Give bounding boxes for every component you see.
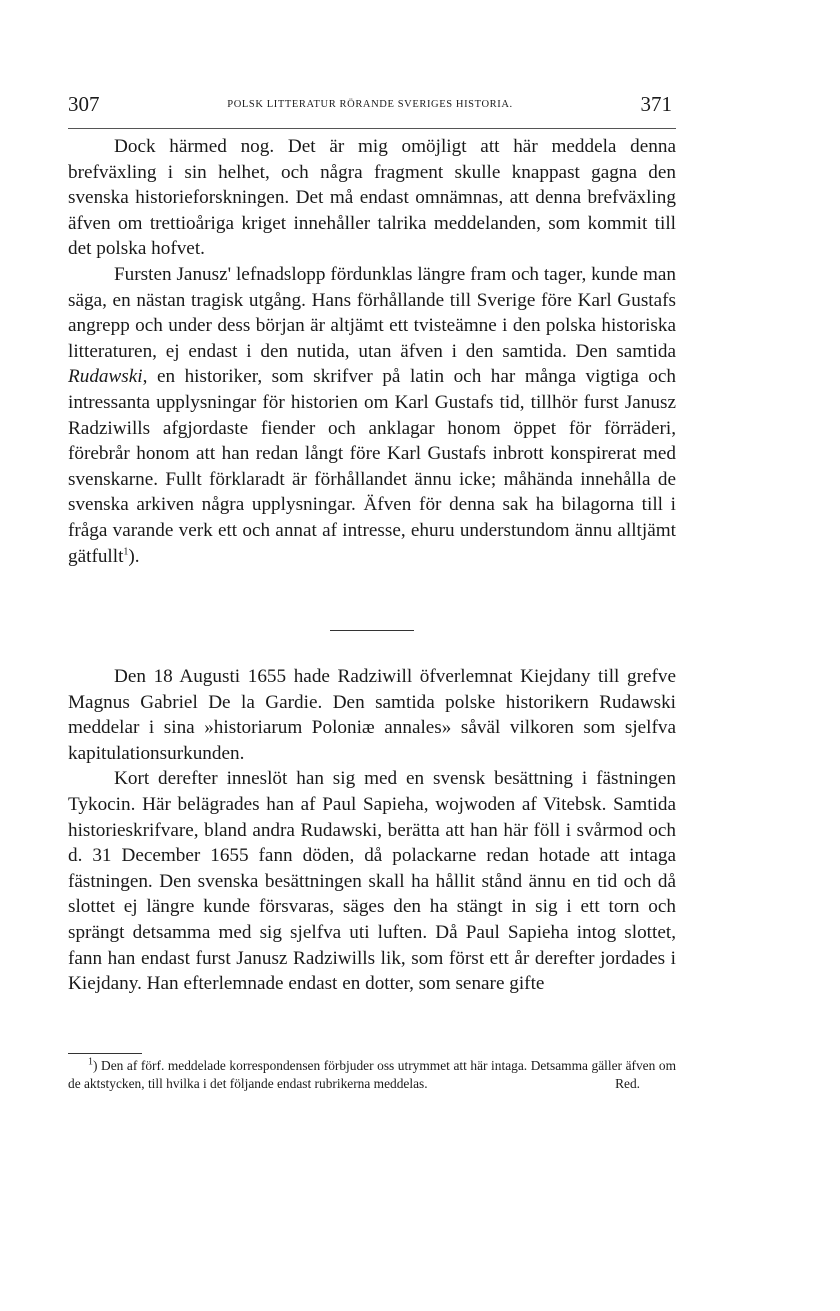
author-name: Rudawski xyxy=(68,366,143,388)
paragraph: Kort derefter inneslöt han sig med en svensk besättning i fästningen Tykocin. Här belägrades han af Paul Sapieha, wojwoden af Vitebsk. Samtida historieskrifvare, bland andra Rudawski, berätta att han här föll i svårmod och d. 31 December 1655 fann döden, då polackarne redan hotade att intaga fästningen. Den svenska besättningen skall ha hållit stånd ännu en tid och då slottet ej längre kunde försvaras, säges den ha stängt in sig i ett torn och sprängt detsamma med sig sjelfva uti luften. Då Paul Sapieha intog slottet, fann han endast furst Janusz Radziwills lik, som först ett år derefter jordades i Kiejdany. Han efterlemnade endast en dotter, som senare gifte xyxy=(68,768,676,995)
footnote xyxy=(68,1057,676,1092)
footnote-signature: Red. xyxy=(615,1075,640,1091)
footnote-rule xyxy=(68,1053,142,1054)
section-divider xyxy=(330,630,414,631)
footnote-mark: 1 xyxy=(88,1056,93,1068)
paragraph-text: Fursten Janusz' lefnadslopp fördunklas längre fram och tager, kunde man säga, en nästan tragisk utgång. Hans förhållande till Sverige före Karl Gustafs angrepp och under dess början är altjämt ett tvisteämne i den polska historiska litteraturen, ej endast i den nutida, utan äfven i den samtida. Den samtida xyxy=(68,263,676,362)
paragraph-text: ). xyxy=(128,545,140,567)
header-rule xyxy=(68,128,676,129)
footnote-reference: 1 xyxy=(123,546,129,558)
paragraph: Den 18 Augusti 1655 hade Radziwill öfverlemnat Kiejdany till grefve Magnus Gabriel De la Gardie. Den samtida polske historikern Rudawski meddelar i sina »historiarum Poloniæ annales» såväl vilkoren som sjelfva kapitulationsurkunden. xyxy=(68,666,676,764)
page-number: 371 xyxy=(640,92,672,116)
paragraph: Dock härmed nog. Det är mig omöjligt att här meddela denna brefväxling i sin helhet, och några fragment skulle knappast gagna den svenska historieforskningen. Det må endast omnämnas, att denna brefväxling äfven om trettioåriga kriget innehåller talrika meddelanden, som kommit till det polska hofvet. xyxy=(68,136,676,260)
running-title: POLSK LITTERATUR RÖRANDE SVERIGES HISTORIA. xyxy=(227,99,513,110)
paragraph-text: , en historiker, som skrifver på latin och har många vigtiga och intressanta upplysningar för historien om Karl Gustafs tid, tillhör furst Janusz Radziwills afgjordaste fiender och anklagar honom öppet för förräderi, förebrår honom att han redan långt före Karl Gustafs inbrott konspirerat med svenskarne. Fullt förklaradt är förhållandet ännu icke; måhända innehålla de svenska arkiven några upplysningar. Äfven för denna sak ha bilagorna till i fråga varande verk ett och annat af intresse, ehuru understundom ännu alltjämt gätfullt xyxy=(68,366,676,567)
volume-page-number: 307 xyxy=(68,92,100,116)
running-head xyxy=(68,92,672,122)
footnote-text: ) Den af förf. meddelade korrespondensen förbjuder oss utrymmet att här intaga. Detsamma gäller äfven om de aktstycken, till hvilka i det följande endast rubrikerna meddelas. xyxy=(68,1058,676,1091)
text-section-2 xyxy=(68,664,676,997)
paragraph xyxy=(68,262,676,569)
text-section-1 xyxy=(68,134,676,569)
